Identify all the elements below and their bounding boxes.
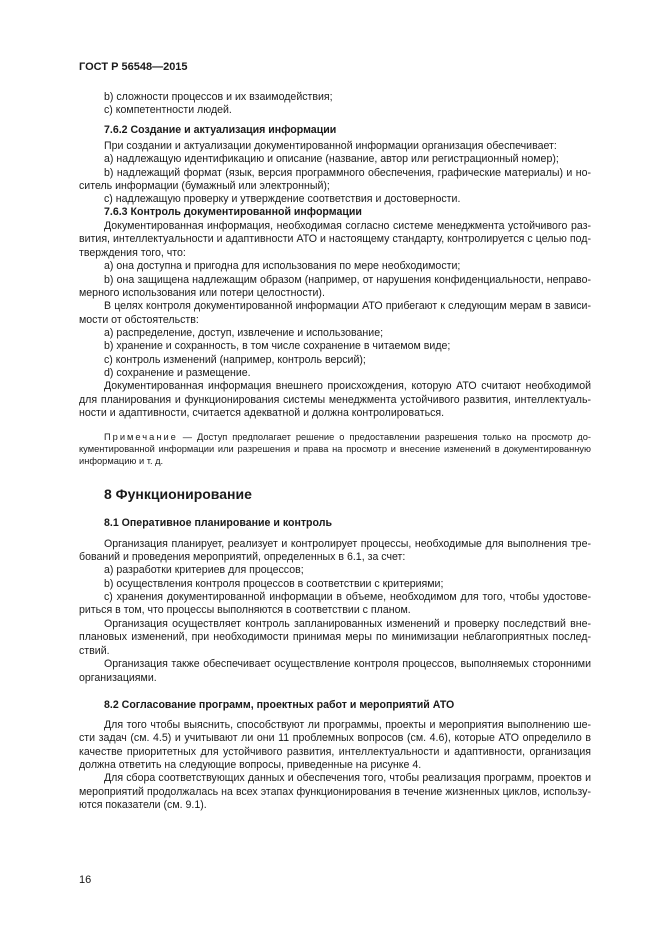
text-line: ствий. <box>79 645 110 657</box>
text-line: Организация осуществляет контроль запланированных изменений и проверку последствий вне- <box>104 618 591 630</box>
subsection-heading: 8.2 Согласование программ, проектных работ и мероприятий АТО <box>104 699 455 711</box>
text-line: b) надлежащий формат (язык, версия программного обеспечения, графические материалы) и но- <box>104 167 591 179</box>
text-line: ности и адаптивности, считается адекватной и должна контролироваться. <box>79 407 445 419</box>
text-line: Документированная информация, необходимая согласно системе менеджмента устойчивого раз- <box>104 220 591 232</box>
text-line: риться в том, что процессы выполняются в соответствии с планом. <box>79 604 411 616</box>
subsection-heading: 7.6.2 Создание и актуализация информации <box>104 124 337 136</box>
text-line: d) сохранение и размещение. <box>104 367 251 379</box>
text-line: Для сбора соответствующих данных и обеспечения того, чтобы реализация программ, проектов и <box>104 772 591 784</box>
text-line: c) надлежащую проверку и утверждение соответствия и достоверности. <box>104 193 461 205</box>
text-line: В целях контроля документированной информации АТО прибегают к следующим мерам в зависи- <box>104 300 591 312</box>
text-line: ются показатели (см. 9.1). <box>79 799 207 811</box>
text-line: b) осуществления контроля процессов в соответствии с критериями; <box>104 578 444 590</box>
note-text: Доступ предполагает решение о предоставлении разрешения только на просмотр до- <box>197 432 592 442</box>
document-header: ГОСТ Р 56548—2015 <box>79 61 188 73</box>
subsection-heading: 7.6.3 Контроль документированной информации <box>104 206 362 218</box>
text-line: При создании и актуализации документированной информации организация обеспечивает: <box>104 140 557 152</box>
text-line: для планирования и функционирования системы менеджмента устойчивого развития, интеллектуаль- <box>79 394 591 406</box>
text-line: a) надлежащую идентификацию и описание (название, автор или регистрационный номер); <box>104 153 559 165</box>
text-line: c) контроль изменений (например, контроль версий); <box>104 354 366 366</box>
text-line: c) компетентности людей. <box>104 104 232 116</box>
text-line: вития, интеллектуальности и адаптивности АТО и настоящему стандарту, контролируется с целью под- <box>79 233 591 245</box>
note-label: Примечание <box>104 432 178 442</box>
text-line: a) она доступна и пригодна для использования по мере необходимости; <box>104 260 461 272</box>
note-line: кументированной информации или разрешения и права на просмотр и внесение изменений в документированную <box>79 444 591 454</box>
text-line: мерного использования или потери целостности). <box>79 287 325 299</box>
text-line: b) сложности процессов и их взаимодействия; <box>104 91 333 103</box>
page-number: 16 <box>79 874 92 886</box>
subsection-heading: 8.1 Оперативное планирование и контроль <box>104 517 332 529</box>
text-line: Организация планирует, реализует и контролирует процессы, необходимые для выполнения тре- <box>104 538 591 550</box>
text-line: c) хранения документированной информации в объеме, необходимом для того, чтобы удостове- <box>104 591 591 603</box>
text-line: должна ответить на следующие вопросы, приведенные на рисунке 4. <box>79 759 422 771</box>
text-line: сти задач (см. 4.5) и учитывают ли они 11 проблемных вопросов (см. 4.6), которые АТО определило в <box>79 732 591 744</box>
text-line: качестве приоритетных для устойчивого развития, интеллектуальности и адаптивности, организация <box>79 746 591 758</box>
text-line: Для того чтобы выяснить, способствуют ли программы, проекты и мероприятия выполнению ше- <box>104 719 591 731</box>
note-line: информацию и т. д. <box>79 456 164 466</box>
text-line: бований и проведения мероприятий, определенных в 6.1, за счет: <box>79 551 406 563</box>
text-line: Организация также обеспечивает осуществление контроля процессов, выполняемых сторонними <box>104 658 591 670</box>
text-line: b) она защищена надлежащим образом (например, от нарушения конфиденциальности, неправо- <box>104 274 591 286</box>
text-line: ситель информации (бумажный или электронный); <box>79 180 330 192</box>
text-line: организациями. <box>79 672 157 684</box>
text-line: мероприятий продолжалась на всех этапах функционирования в течение жизненных циклов, использу- <box>79 786 591 798</box>
section-heading: 8 Функционирование <box>104 486 252 502</box>
text-line: a) распределение, доступ, извлечение и использование; <box>104 327 384 339</box>
text-line: b) хранение и сохранность, в том числе сохранение в читаемом виде; <box>104 340 451 352</box>
text-line: плановых изменений, при необходимости принимая меры по минимизации неблагоприятных послед- <box>79 631 591 643</box>
text-line: a) разработки критериев для процессов; <box>104 564 304 576</box>
text-line: Документированная информация внешнего происхождения, которую АТО считают необходимой <box>104 380 591 392</box>
text-line: мости от обстоятельств: <box>79 314 199 326</box>
text-line: тверждения того, что: <box>79 247 186 259</box>
note-dash: — <box>182 432 193 442</box>
